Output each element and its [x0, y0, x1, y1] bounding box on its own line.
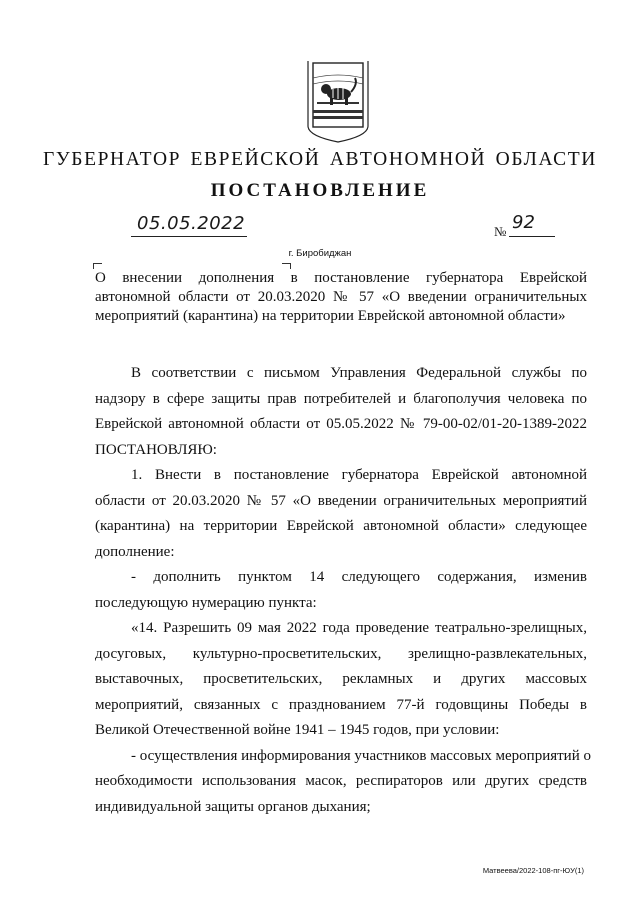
body-line: ПОСТАНОВЛЯЮ:	[95, 441, 217, 458]
document-subject	[95, 269, 587, 326]
body-line: - осуществления информирования участников массовых мероприятий о	[131, 747, 591, 764]
authority-title: ГУБЕРНАТОР ЕВРЕЙСКОЙ АВТОНОМНОЙ ОБЛАСТИ	[43, 149, 597, 170]
body-line: Великой Отечественной войне 1941 – 1945 годов, при условии:	[95, 722, 500, 738]
body-line: последующую нумерацию пункта:	[95, 594, 317, 611]
body-line: (карантина) на территории Еврейской автономной области» следующее	[95, 518, 587, 534]
body-line: выставочных, просветительских, рекламных и других массовых	[95, 671, 587, 687]
document-type: ПОСТАНОВЛЕНИЕ	[210, 180, 430, 201]
document-body	[95, 361, 591, 820]
body-line: - дополнить пунктом 14 следующего содержания, изменив	[131, 569, 587, 585]
body-line: «14. Разрешить 09 мая 2022 года проведение театрально-зрелищных,	[131, 620, 587, 636]
body-line: Еврейской автономной области от 05.05.2022 № 79-00-02/01-20-1389-2022	[95, 416, 587, 432]
number-label: №	[494, 224, 507, 239]
subject-line: О внесении дополнения в постановление губернатора Еврейской	[95, 270, 587, 286]
body-line: надзору в сфере защиты прав потребителей и благополучия человека по	[95, 390, 587, 407]
body-line: индивидуальной защиты органов дыхания;	[95, 798, 371, 815]
subject-line: автономной области от 20.03.2020 № 57 «О введении ограничительных	[95, 289, 587, 305]
city-name: г. Биробиджан	[288, 248, 352, 259]
number-underline	[509, 236, 555, 237]
document-date: 05.05.2022	[137, 213, 246, 234]
coat-of-arms-icon	[305, 58, 371, 144]
body-line: необходимости использования масок, респираторов или других средств	[95, 773, 587, 789]
subject-line: мероприятий (карантина) на территории Еврейской автономной области»	[95, 308, 566, 324]
body-line: В соответствии с письмом Управления Федеральной службы по	[131, 365, 587, 381]
footer-code: Матвеева/2022-108-пг-ЮУ(1)	[482, 866, 584, 875]
body-line: области от 20.03.2020 № 57 «О введении ограничительных мероприятий	[95, 492, 587, 509]
document-number: 92	[512, 212, 535, 233]
body-line: 1. Внести в постановление губернатора Еврейской автономной	[131, 467, 587, 483]
body-line: досуговых, культурно-просветительских, зрелищно-развлекательных,	[95, 645, 587, 662]
body-line: дополнение:	[95, 543, 175, 560]
body-line: мероприятий, связанных с празднованием 77-й годовщины Победы в	[95, 696, 587, 713]
date-underline	[131, 236, 247, 237]
